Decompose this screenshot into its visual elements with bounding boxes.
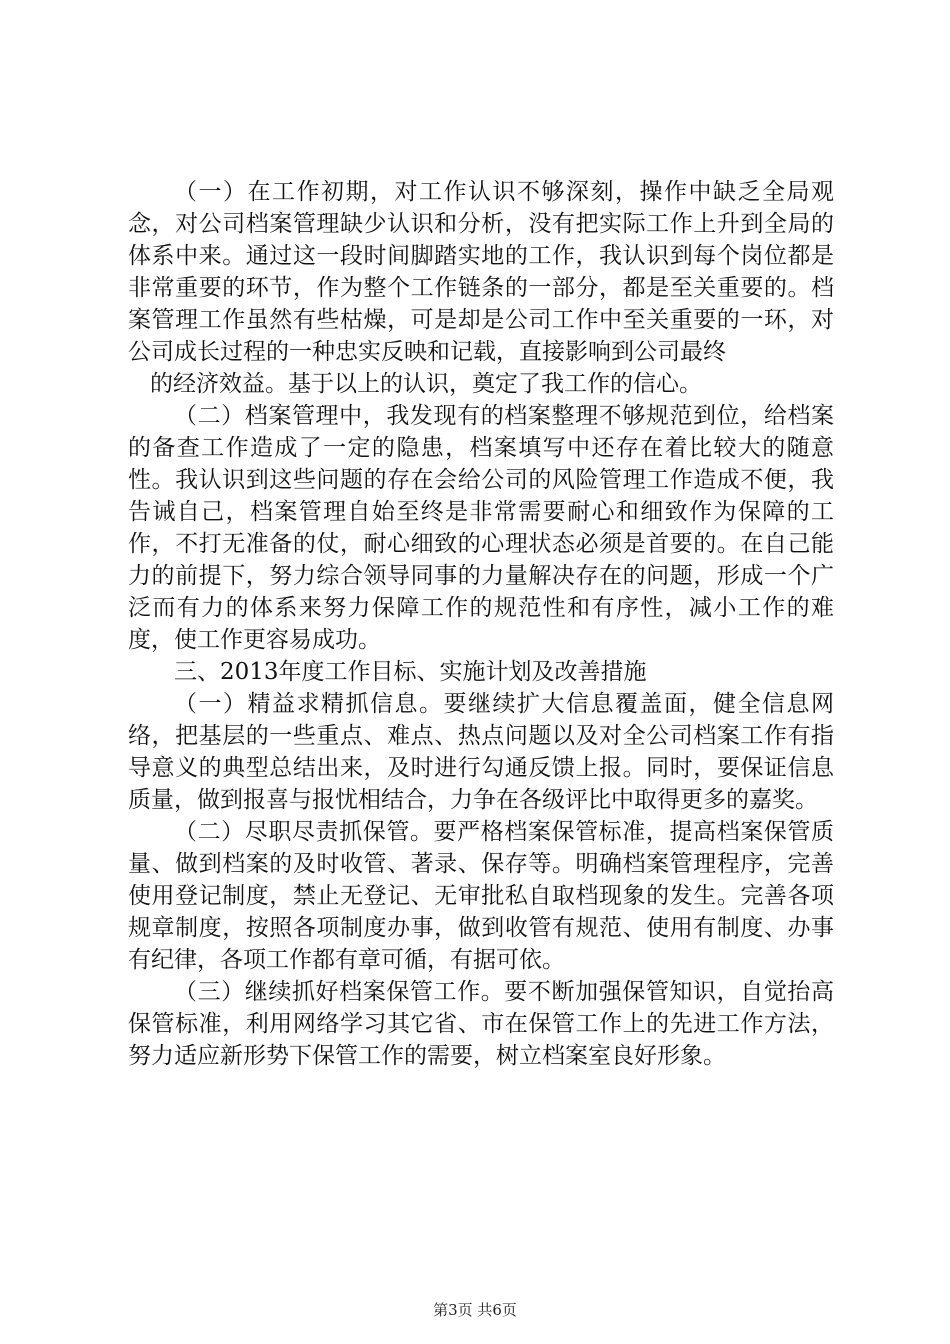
document-body <box>128 176 834 1072</box>
paragraph-custody-improvement: （三）继续抓好档案保管工作。要不断加强保管知识，自觉抬高保管标准，利用网络学习其它省、市在保管工作上的先进工作方法，努力适应新形势下保管工作的需要，树立档案室良好形象。 <box>128 979 834 1069</box>
paragraph-archive-awareness: （一）在工作初期，对工作认识不够深刻，操作中缺乏全局观念，对公司档案管理缺少认识和分析，没有把实际工作上升到全局的体系中来。通过这一段时间脚踏实地的工作，我认识到每个岗位都是非常重要的环节，作为整个工作链条的一部分，都是至关重要的。档案管理工作虽然有些枯燥，可是却是公司工作中至关重要的一环，对公司成长过程的一种忠实反映和记载，直接影响到公司最终 <box>128 179 834 365</box>
paragraph-economic-benefit: 的经济效益。基于以上的认识，奠定了我工作的信心。 <box>150 371 702 397</box>
paragraph-information-work: （一）精益求精抓信息。要继续扩大信息覆盖面，健全信息网络，把基层的一些重点、难点、热点问题以及对全公司档案工作有指导意义的典型总结出来，及时进行勾通反馈上报。同时，要保证信息质量，做到报喜与报忧相结合，力争在各级评比中取得更多的嘉奖。 <box>128 691 834 813</box>
section-heading-2013-goals: 三、2013年度工作目标、实施计划及改善措施 <box>174 659 647 685</box>
paragraph-custody-work: （二）尽职尽责抓保管。要严格档案保管标准，提高档案保管质量、做到档案的及时收管、著录、保存等。明确档案管理程序，完善使用登记制度，禁止无登记、无审批私自取档现象的发生。完善各项规章制度，按照各项制度办事，做到收管有规范、使用有制度、办事有纪律，各项工作都有章可循，有据可依。 <box>128 819 834 973</box>
paragraph-archive-issues: （二）档案管理中，我发现有的档案整理不够规范到位，给档案的备查工作造成了一定的隐患，档案填写中还存在着比较大的随意性。我认识到这些问题的存在会给公司的风险管理工作造成不便，我告诫自己，档案管理自始至终是非常需要耐心和细致作为保障的工作，不打无准备的仗，耐心细致的心理状态必须是首要的。在自己能力的前提下，努力综合领导同事的力量解决存在的问题，形成一个广泛而有力的体系来努力保障工作的规范性和有序性，减小工作的难度，使工作更容易成功。 <box>128 403 834 653</box>
page-number-footer: 第3页 共6页 <box>433 1301 517 1319</box>
